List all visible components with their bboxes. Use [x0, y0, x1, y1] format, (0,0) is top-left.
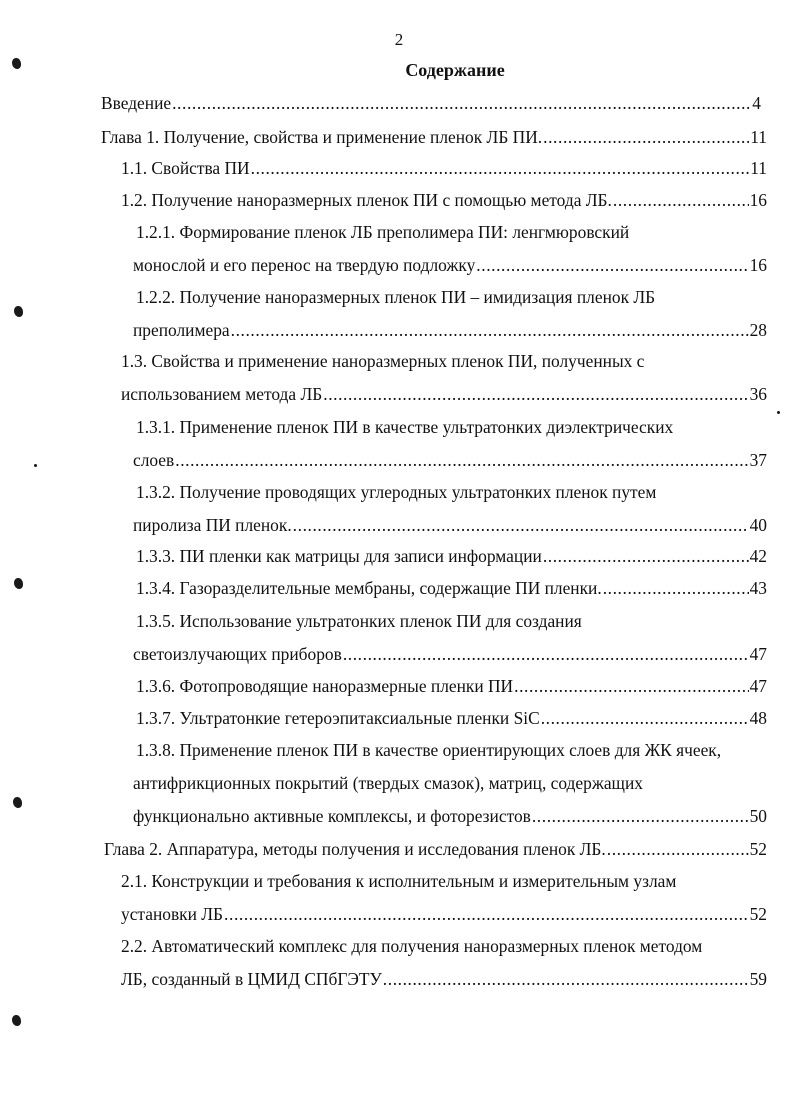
leader-dots — [532, 808, 749, 825]
toc-entry-text-cont: светоизлучающих приборов — [133, 644, 342, 664]
toc-entry-text-cont: преполимера — [133, 320, 230, 340]
toc-entry-page: 42 — [749, 546, 767, 566]
toc-entry-page: 11 — [750, 127, 767, 147]
toc-entry-text: Введение — [101, 93, 172, 113]
toc-title: Содержание — [405, 60, 505, 80]
leader-dots — [514, 678, 748, 695]
toc-entry-text-cont: установки ЛБ — [121, 904, 224, 924]
leader-dots — [607, 841, 749, 858]
toc-entry-page: 48 — [749, 708, 767, 728]
toc-entry[interactable] — [101, 95, 761, 112]
toc-entry-page: 16 — [749, 255, 767, 275]
page-number: 2 — [394, 30, 404, 49]
toc-entry-page: 50 — [749, 806, 767, 826]
toc-entry-text[interactable]: 1.3.1. Применение пленок ПИ в качестве ультратонких диэлектрических — [136, 417, 674, 437]
toc-entry-text-cont: функционально активные комплексы, и фоторезистов — [133, 806, 531, 826]
leader-dots — [293, 517, 749, 534]
toc-entry-text-cont: ЛБ, созданный в ЦМИД СПбГЭТУ — [121, 969, 382, 989]
toc-entry-text: 1.3.7. Ультратонкие гетероэпитаксиальные пленки SiC — [136, 708, 540, 728]
toc-entry-text[interactable]: 1.3.5. Использование ультратонких пленок ПИ для создания — [136, 611, 582, 631]
toc-entry[interactable] — [136, 580, 767, 597]
toc-entry[interactable] — [133, 808, 767, 825]
toc-entry-text: 1.1. Свойства ПИ — [121, 158, 250, 178]
leader-dots — [543, 129, 749, 146]
leader-dots — [603, 580, 749, 597]
toc-entry-text-cont: антифрикционных покрытий (твердых смазок), матриц, содержащих — [133, 773, 643, 793]
toc-entry[interactable] — [121, 192, 767, 209]
leader-dots — [343, 646, 749, 663]
toc-entry-text[interactable]: 2.2. Автоматический комплекс для получения наноразмерных пленок методом — [121, 936, 703, 956]
toc-entry-page: 37 — [749, 450, 767, 470]
toc-entry-page: 52 — [749, 839, 767, 859]
toc-entry-text-cont: использованием метода ЛБ — [121, 384, 323, 404]
leader-dots — [172, 95, 751, 112]
toc-entry-text-cont: слоев — [133, 450, 175, 470]
toc-entry-page: 4 — [752, 93, 761, 113]
toc-entry[interactable] — [133, 646, 767, 663]
toc-entry-text: 1.2. Получение наноразмерных пленок ПИ с помощью метода ЛБ. — [121, 190, 612, 210]
toc-entry[interactable] — [136, 548, 767, 565]
toc-entry-text: Глава 2. Аппаратура, методы получения и исследования пленок ЛБ. — [104, 839, 606, 859]
toc-entry[interactable] — [121, 160, 767, 177]
toc-entry-page: 36 — [749, 384, 767, 404]
toc-entry[interactable] — [133, 517, 767, 534]
leader-dots — [383, 971, 749, 988]
toc-entry[interactable] — [101, 129, 767, 146]
toc-entry[interactable] — [104, 841, 767, 858]
toc-entry-text[interactable]: 1.2.1. Формирование пленок ЛБ преполимера ПИ: ленгмюровский — [136, 222, 630, 242]
toc-entry-text[interactable]: 2.1. Конструкции и требования к исполнительным и измерительным узлам — [121, 871, 677, 891]
toc-entry[interactable] — [133, 322, 767, 339]
leader-dots — [224, 906, 749, 923]
toc-entry-text-cont: пиролиза ПИ пленок. — [133, 515, 292, 535]
toc-entry-page: 43 — [749, 578, 767, 598]
toc-entry-page: 28 — [749, 320, 767, 340]
toc-entry[interactable] — [133, 257, 767, 274]
toc-entry-page: 47 — [749, 644, 767, 664]
toc-entry[interactable] — [121, 971, 767, 988]
toc-entry[interactable] — [121, 906, 767, 923]
toc-entry-text-cont: монослой и его перенос на твердую подложку — [133, 255, 476, 275]
toc-entry-page: 52 — [749, 904, 767, 924]
leader-dots — [323, 386, 748, 403]
toc-entry-page: 47 — [749, 676, 767, 696]
leader-dots — [231, 322, 749, 339]
toc-entry-page: 16 — [749, 190, 767, 210]
toc-entry-text[interactable]: 1.3.8. Применение пленок ПИ в качестве ориентирующих слоев для ЖК ячеек, — [136, 740, 722, 760]
leader-dots — [251, 160, 750, 177]
leader-dots — [541, 710, 749, 727]
leader-dots — [175, 452, 748, 469]
toc-entry-text: 1.3.6. Фотопроводящие наноразмерные пленки ПИ — [136, 676, 514, 696]
toc-entry[interactable] — [136, 678, 767, 695]
toc-entry[interactable] — [121, 386, 767, 403]
toc-entry-text[interactable]: 1.2.2. Получение наноразмерных пленок ПИ – имидизация пленок ЛБ — [136, 287, 656, 307]
toc-entry-page: 40 — [749, 515, 767, 535]
leader-dots — [613, 192, 749, 209]
toc-entry-page: 11 — [750, 158, 767, 178]
leader-dots — [476, 257, 748, 274]
leader-dots — [543, 548, 749, 565]
toc-entry[interactable] — [133, 452, 767, 469]
toc-entry-page: 59 — [749, 969, 767, 989]
toc-entry-text[interactable]: 1.3.2. Получение проводящих углеродных ультратонких пленок путем — [136, 482, 657, 502]
toc-entry-text[interactable]: 1.3. Свойства и применение наноразмерных пленок ПИ, полученных с — [121, 351, 645, 371]
toc-entry[interactable] — [136, 710, 767, 727]
toc-entry-text: 1.3.4. Газоразделительные мембраны, содержащие ПИ пленки. — [136, 578, 602, 598]
toc-entry-text: Глава 1. Получение, свойства и применение пленок ЛБ ПИ. — [101, 127, 543, 147]
toc-entry-text: 1.3.3. ПИ пленки как матрицы для записи информации — [136, 546, 542, 566]
